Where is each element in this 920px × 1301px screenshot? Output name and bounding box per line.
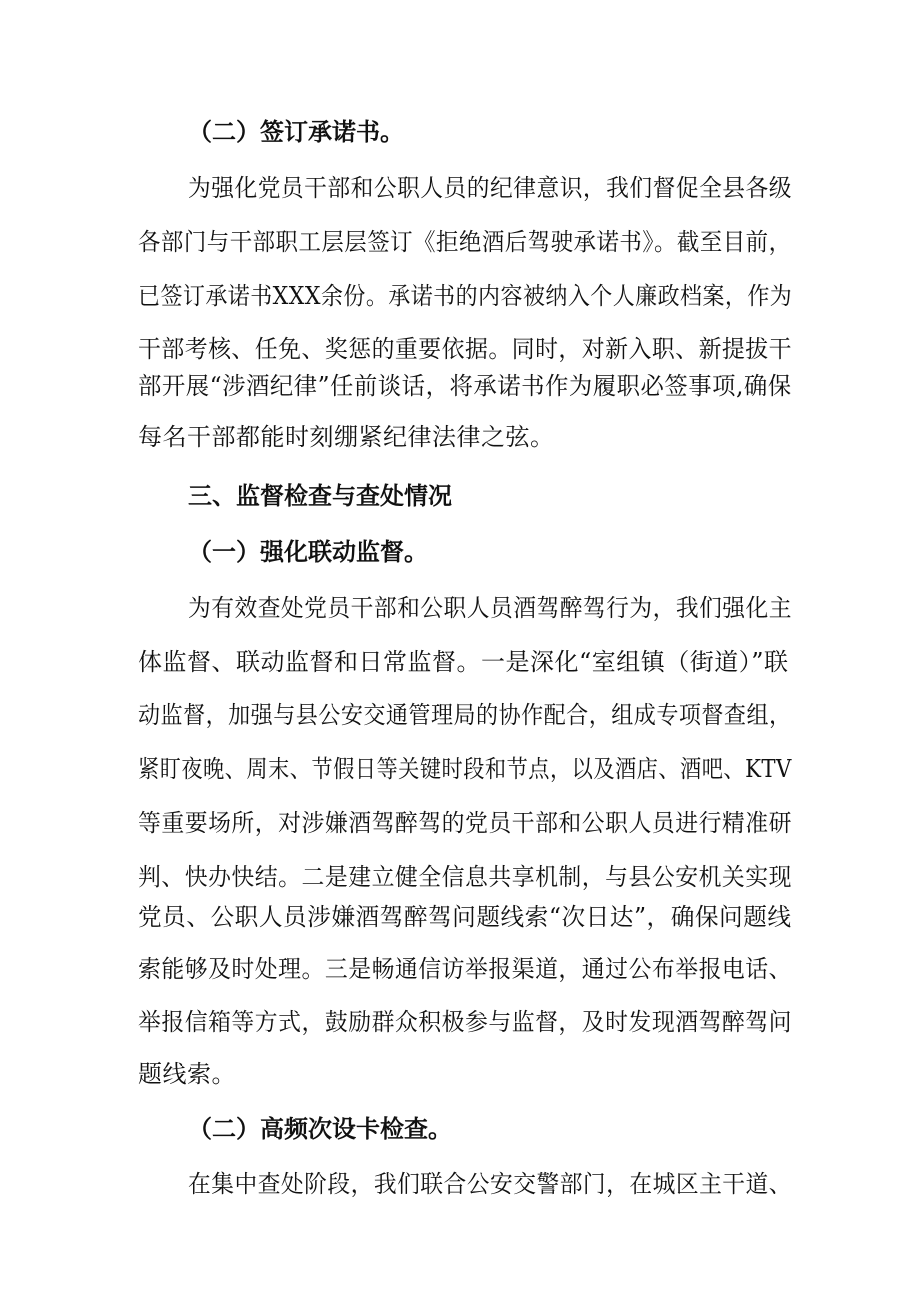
paragraph-line: 等重要场所，对涉嫌酒驾醉驾的党员干部和公职人员进行精准研 [138, 809, 792, 837]
sub-heading-joint-supervision: （一）强化联动监督。 [188, 537, 428, 566]
paragraph-line: 动监督，加强与县公安交通管理局的协作配合，组成专项督查组， [138, 701, 792, 729]
paragraph-line: 干部考核、任免、奖惩的重要依据。同时，对新入职、新提拔干 [138, 335, 792, 363]
paragraph-line: 每名干部都能时刻绷紧纪律法律之弦。 [138, 423, 555, 451]
paragraph-line: 紧盯夜晚、周末、节假日等关键时段和节点，以及酒店、酒吧、KTV [138, 755, 792, 783]
paragraph-line: 体监督、联动监督和日常监督。一是深化“室组镇（街道）”联 [138, 648, 789, 676]
sub-heading-checkpoints: （二）高频次设卡检查。 [188, 1114, 452, 1143]
part-heading-supervision: 三、监督检查与查处情况 [188, 481, 452, 510]
paragraph-line: 党员、公职人员涉嫌酒驾醉驾问题线索“次日达”，确保问题线 [138, 903, 792, 931]
paragraph-line: 已签订承诺书XXX余份。承诺书的内容被纳入个人廉政档案，作为 [138, 282, 793, 310]
paragraph-line: 为有效查处党员干部和公职人员酒驾醉驾行为，我们强化主 [188, 594, 792, 622]
paragraph-line: 索能够及时处理。三是畅通信访举报渠道，通过公布举报电话、 [138, 955, 792, 983]
paragraph-line: 举报信箱等方式，鼓励群众积极参与监督，及时发现酒驾醉驾问 [138, 1008, 792, 1036]
paragraph-line: 题线索。 [138, 1060, 236, 1088]
section-heading-sign-pledge: （二）签订承诺书。 [188, 117, 404, 146]
paragraph-line: 部开展“涉酒纪律”任前谈话，将承诺书作为履职必签事项,确保 [138, 372, 792, 400]
paragraph-line: 为强化党员干部和公职人员的纪律意识，我们督促全县各级 [188, 174, 792, 202]
paragraph-line: 判、快办快结。二是建立健全信息共享机制，与县公安机关实现 [138, 863, 792, 891]
paragraph-line: 在集中查处阶段，我们联合公安交警部门，在城区主干道、 [188, 1170, 792, 1198]
paragraph-line: 各部门与干部职工层层签订《拒绝酒后驾驶承诺书》。截至目前， [138, 228, 792, 256]
